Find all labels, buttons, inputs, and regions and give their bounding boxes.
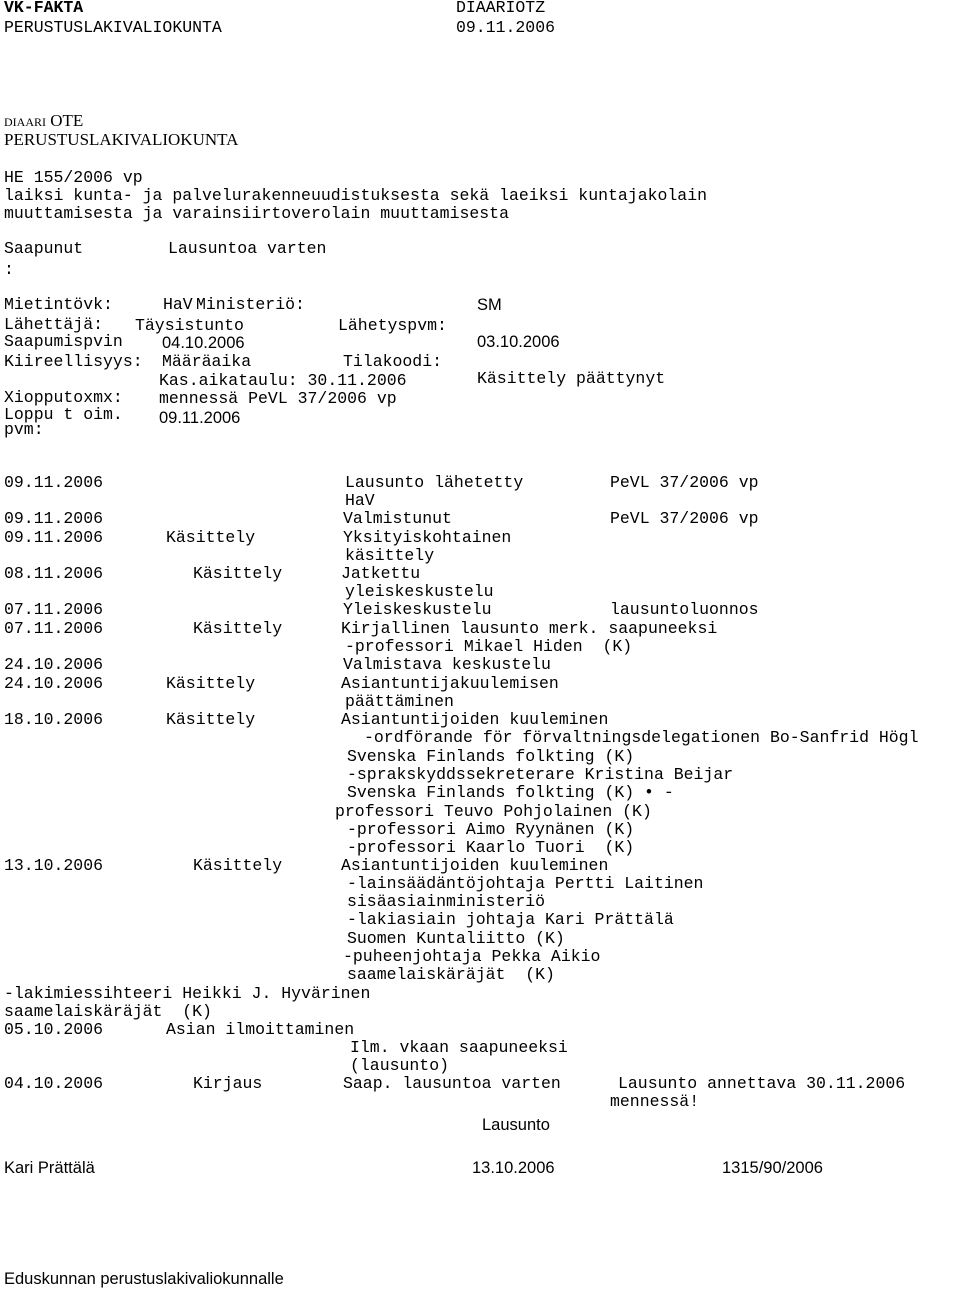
event-type: Käsittely (166, 710, 256, 729)
expert-line: -professori Aimo Ryynänen (K) (347, 820, 635, 839)
expert-line: -lakimiessihteeri Heikki J. Hyvärinen (4, 984, 371, 1003)
event-desc-2: HaV (345, 491, 375, 510)
lahetyspvm-value: 03.10.2006 (477, 333, 560, 351)
matter-id: HE 155/2006 vp (4, 168, 143, 187)
event-date: 07.11.2006 (4, 619, 104, 638)
event-ref: PeVL 37/2006 vp (610, 473, 759, 492)
event-desc: Asiantuntijoiden kuuleminen (341, 710, 609, 729)
expert-line: sisäasiainministeriö (347, 892, 546, 911)
event-desc: Jatkettu (341, 564, 421, 583)
event-date: 07.11.2006 (4, 600, 104, 619)
event-type: Käsittely (193, 564, 283, 583)
header-diaari-code: DIAARIOTZ (456, 0, 546, 17)
event-desc: Yleiskeskustelu (343, 600, 492, 619)
event-date: 18.10.2006 (4, 710, 104, 729)
event-desc: Valmistunut (343, 509, 452, 528)
event-desc: Yksityiskohtainen (343, 528, 512, 547)
ministerio-label: Ministeriö: (196, 295, 305, 314)
event-ref-2: mennessä! (610, 1092, 700, 1111)
event-desc: Valmistava keskustelu (343, 655, 551, 674)
pvm-cut-wrapper (4, 420, 84, 439)
matter-title-line1: laiksi kunta- ja palvelurakenneuudistuksesta sekä laeiksi kuntajakolain (4, 186, 708, 205)
expert-line: professori Teuvo Pohjolainen (K) (335, 802, 652, 821)
xiopputoxmx-value: mennessä PeVL 37/2006 vp (159, 389, 397, 408)
event-desc-2: päättäminen (345, 692, 454, 711)
kas-aikataulu: Kas.aikataulu: 30.11.2006 (159, 371, 407, 390)
extract-title-rest: OTE (46, 111, 84, 130)
expert-line: -lakiasiain johtaja Kari Prättälä (347, 910, 674, 929)
kiireellisyys-label: Kiireellisyys: (4, 352, 143, 371)
event-desc: Asiantuntijakuulemisen (341, 674, 559, 693)
event-type: Käsittely (193, 619, 283, 638)
event-desc: Kirjallinen lausunto merk. saapuneeksi (341, 619, 718, 638)
event-date: 09.11.2006 (4, 473, 104, 492)
expert-line: Svenska Finlands folkting (K) • - (347, 783, 674, 802)
event-desc-2: käsittely (345, 546, 435, 565)
event-date: 08.11.2006 (4, 564, 104, 583)
event-desc-2: (lausunto) (350, 1056, 450, 1075)
mietintovk-value: HaV (163, 295, 193, 314)
event-desc: Saap. lausuntoa varten (343, 1074, 561, 1093)
event-type: Kirjaus (193, 1074, 263, 1093)
tilakoodi-value: Käsittely päättynyt (477, 369, 666, 388)
event-desc: Asiantuntijoiden kuuleminen (341, 856, 609, 875)
saapunut-value: Lausuntoa varten (168, 239, 327, 258)
saapunut-colon: : (4, 260, 14, 279)
matter-title-line2: muuttamisesta ja varainsiirtoverolain muuttamisesta (4, 204, 509, 223)
lahettaja-label: Lähettäjä: (4, 315, 104, 334)
event-date: 09.11.2006 (4, 509, 104, 528)
header-date: 09.11.2006 (456, 18, 556, 37)
document-number: 1315/90/2006 (722, 1159, 823, 1177)
lahetyspvm-label: Lähetyspvm: (338, 316, 447, 335)
kiireellisyys-value: Määräaika (162, 352, 252, 371)
expert-line: -ordförande för förvaltningsdelegationen Bo-Sanfrid Högl (364, 728, 919, 747)
expert-line: saamelaiskäräjät (K) (347, 965, 555, 984)
document-date: 13.10.2006 (472, 1159, 555, 1177)
tilakoodi-label: Tilakoodi: (343, 352, 443, 371)
event-desc-2: -professori Mikael Hiden (K) (345, 637, 633, 656)
event-type: Käsittely (166, 528, 256, 547)
loppu-value: 09.11.2006 (159, 409, 241, 427)
expert-line: -lainsäädäntöjohtaja Pertti Laitinen (347, 874, 704, 893)
expert-line: Svenska Finlands folkting (K) (347, 747, 635, 766)
expert-line: saamelaiskäräjät (K) (4, 1002, 212, 1021)
xiopputoxmx-label: Xiopputoxmx: (4, 388, 123, 407)
header-committee: PERUSTUSLAKIVALIOKUNTA (4, 18, 222, 37)
expert-line: -professori Kaarlo Tuori (K) (347, 838, 635, 857)
header-vk-fakta: VK-FAKTA (4, 0, 84, 17)
event-date: 05.10.2006 (4, 1020, 104, 1039)
extract-title (4, 112, 83, 129)
expert-line: Suomen Kuntaliitto (K) (347, 929, 565, 948)
expert-line: -puheenjohtaja Pekka Aikio (343, 947, 601, 966)
saapumispvm-value: 04.10.2006 (162, 334, 245, 352)
event-date: 24.10.2006 (4, 655, 104, 674)
event-ref: PeVL 37/2006 vp (610, 509, 759, 528)
event-type: Käsittely (193, 856, 283, 875)
event-date: 13.10.2006 (4, 856, 104, 875)
signer-name: Kari Prättälä (4, 1159, 95, 1177)
event-ref: lausuntoluonnos (610, 600, 759, 619)
recipient: Eduskunnan perustuslakivaliokunnalle (4, 1270, 284, 1288)
extract-committee: PERUSTUSLAKIVALIOKUNTA (4, 130, 239, 149)
event-desc-2: yleiskeskustelu (345, 582, 494, 601)
event-desc: Ilm. vkaan saapuneeksi (350, 1038, 568, 1057)
event-date: 04.10.2006 (4, 1074, 104, 1093)
expert-line: -sprakskyddssekreterare Kristina Beijar (347, 765, 734, 784)
lahettaja-value: Täysistunto (135, 316, 244, 335)
saapunut-label: Saapunut (4, 239, 84, 258)
event-desc: Lausunto lähetetty (345, 473, 524, 492)
mietintovk-label: Mietintövk: (4, 295, 113, 314)
event-date: 24.10.2006 (4, 674, 104, 693)
pvm-cut: pvm: (4, 420, 44, 439)
ministerio-value: SM (477, 296, 502, 314)
event-ref: Lausunto annettava 30.11.2006 (618, 1074, 906, 1093)
event-type: Käsittely (166, 674, 256, 693)
event-desc: Asian ilmoittaminen (166, 1020, 355, 1039)
document-type: Lausunto (482, 1116, 550, 1134)
event-date: 09.11.2006 (4, 528, 104, 547)
loppu-label: Loppu t oim. (4, 405, 123, 424)
extract-title-small: DIAARI (4, 115, 46, 129)
saapumispvm-label: Saapumispvin (4, 332, 123, 351)
